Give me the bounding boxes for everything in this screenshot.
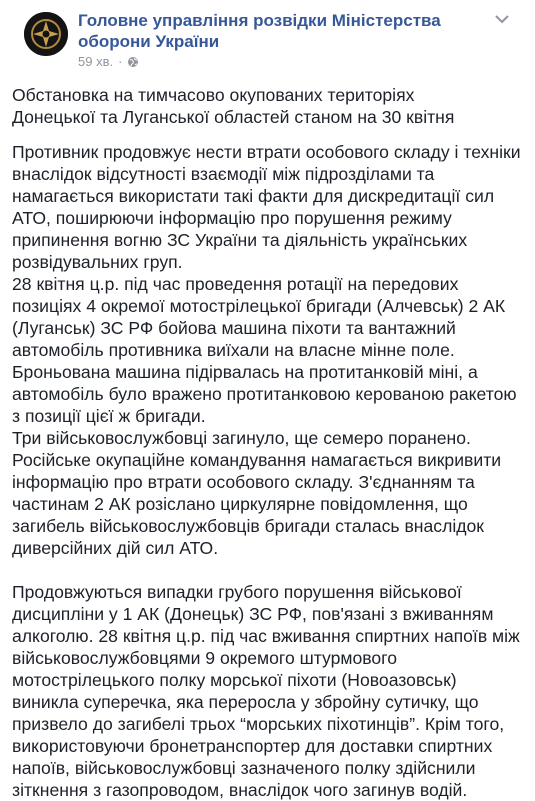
post-heading-line-2: Донецької та Луганської областей станом на 30 квітня: [12, 107, 455, 127]
post-paragraph: Три військовослужбовці загинуло, ще семеро поранено.: [12, 428, 471, 448]
post-meta: [78, 54, 139, 69]
globe-icon[interactable]: [127, 56, 139, 68]
post-paragraph: Противник продовжує нести втрати особового складу і техніки внаслідок відсутності взаємодії між підрозділами та намагається використати такі факти для дискредитації сил АТО, поширюючи інформацію про порушення режиму припинення вогню ЗС України та діяльність українських розвідувальних груп.: [12, 142, 521, 272]
meta-separator: ·: [118, 54, 123, 69]
post-heading-line-1: Обстановка на тимчасово окупованих територіях: [12, 85, 415, 105]
post-body: [12, 84, 527, 801]
gur-emblem-icon: [24, 12, 68, 56]
post-paragraph: Продовжуються випадки грубого порушення військової дисципліни у 1 АК (Донецьк) ЗС РФ, пов'язані з вживанням алкоголю. 28 квітня ц.р. під час вживання спиртних напоїв між військовослужбовцями 9 окремого штурмового мотострілецького полку морської піхоти (Новоазовськ) виникла суперечка, яка переросла у збройну сутичку, що призвело до загибелі трьох “морських піхотинців”. Крім того, використовуючи бронетранспортер для доставки спиртних напоїв, військовослужбовці зазначеного полку здійснили зіткнення з газопроводом, внаслідок чого загинув водій.: [12, 582, 520, 800]
post-header: [12, 0, 523, 70]
post-paragraph: 28 квітня ц.р. під час проведення ротації на передових позиціях 4 окремої мотострілецької бригади (Алчевськ) 2 АК (Луганськ) ЗС РФ бойова машина піхоти та вантажний автомобіль противника виїхали на власне мінне поле. Броньована машина підірвалась на протитанковій міні, а автомобіль було вражено протитанковою керованою ракетою з позиції цієї ж бригади.: [12, 274, 517, 426]
spacer: [12, 559, 527, 581]
post-timestamp[interactable]: 59 хв.: [78, 54, 114, 69]
chevron-down-icon[interactable]: [495, 14, 509, 24]
post-paragraph: Російське окупаційне командування намагається викривити інформацію про втрати особового складу. З'єднанням та частинам 2 АК розіслано циркулярне повідомлення, що загибель військовослужбовців бригади сталась внаслідок диверсійних дій сил АТО.: [12, 450, 502, 558]
page-avatar[interactable]: [24, 12, 68, 56]
page-name-link[interactable]: Головне управління розвідки Міністерства оборони України: [78, 11, 441, 51]
spacer: [12, 128, 527, 141]
